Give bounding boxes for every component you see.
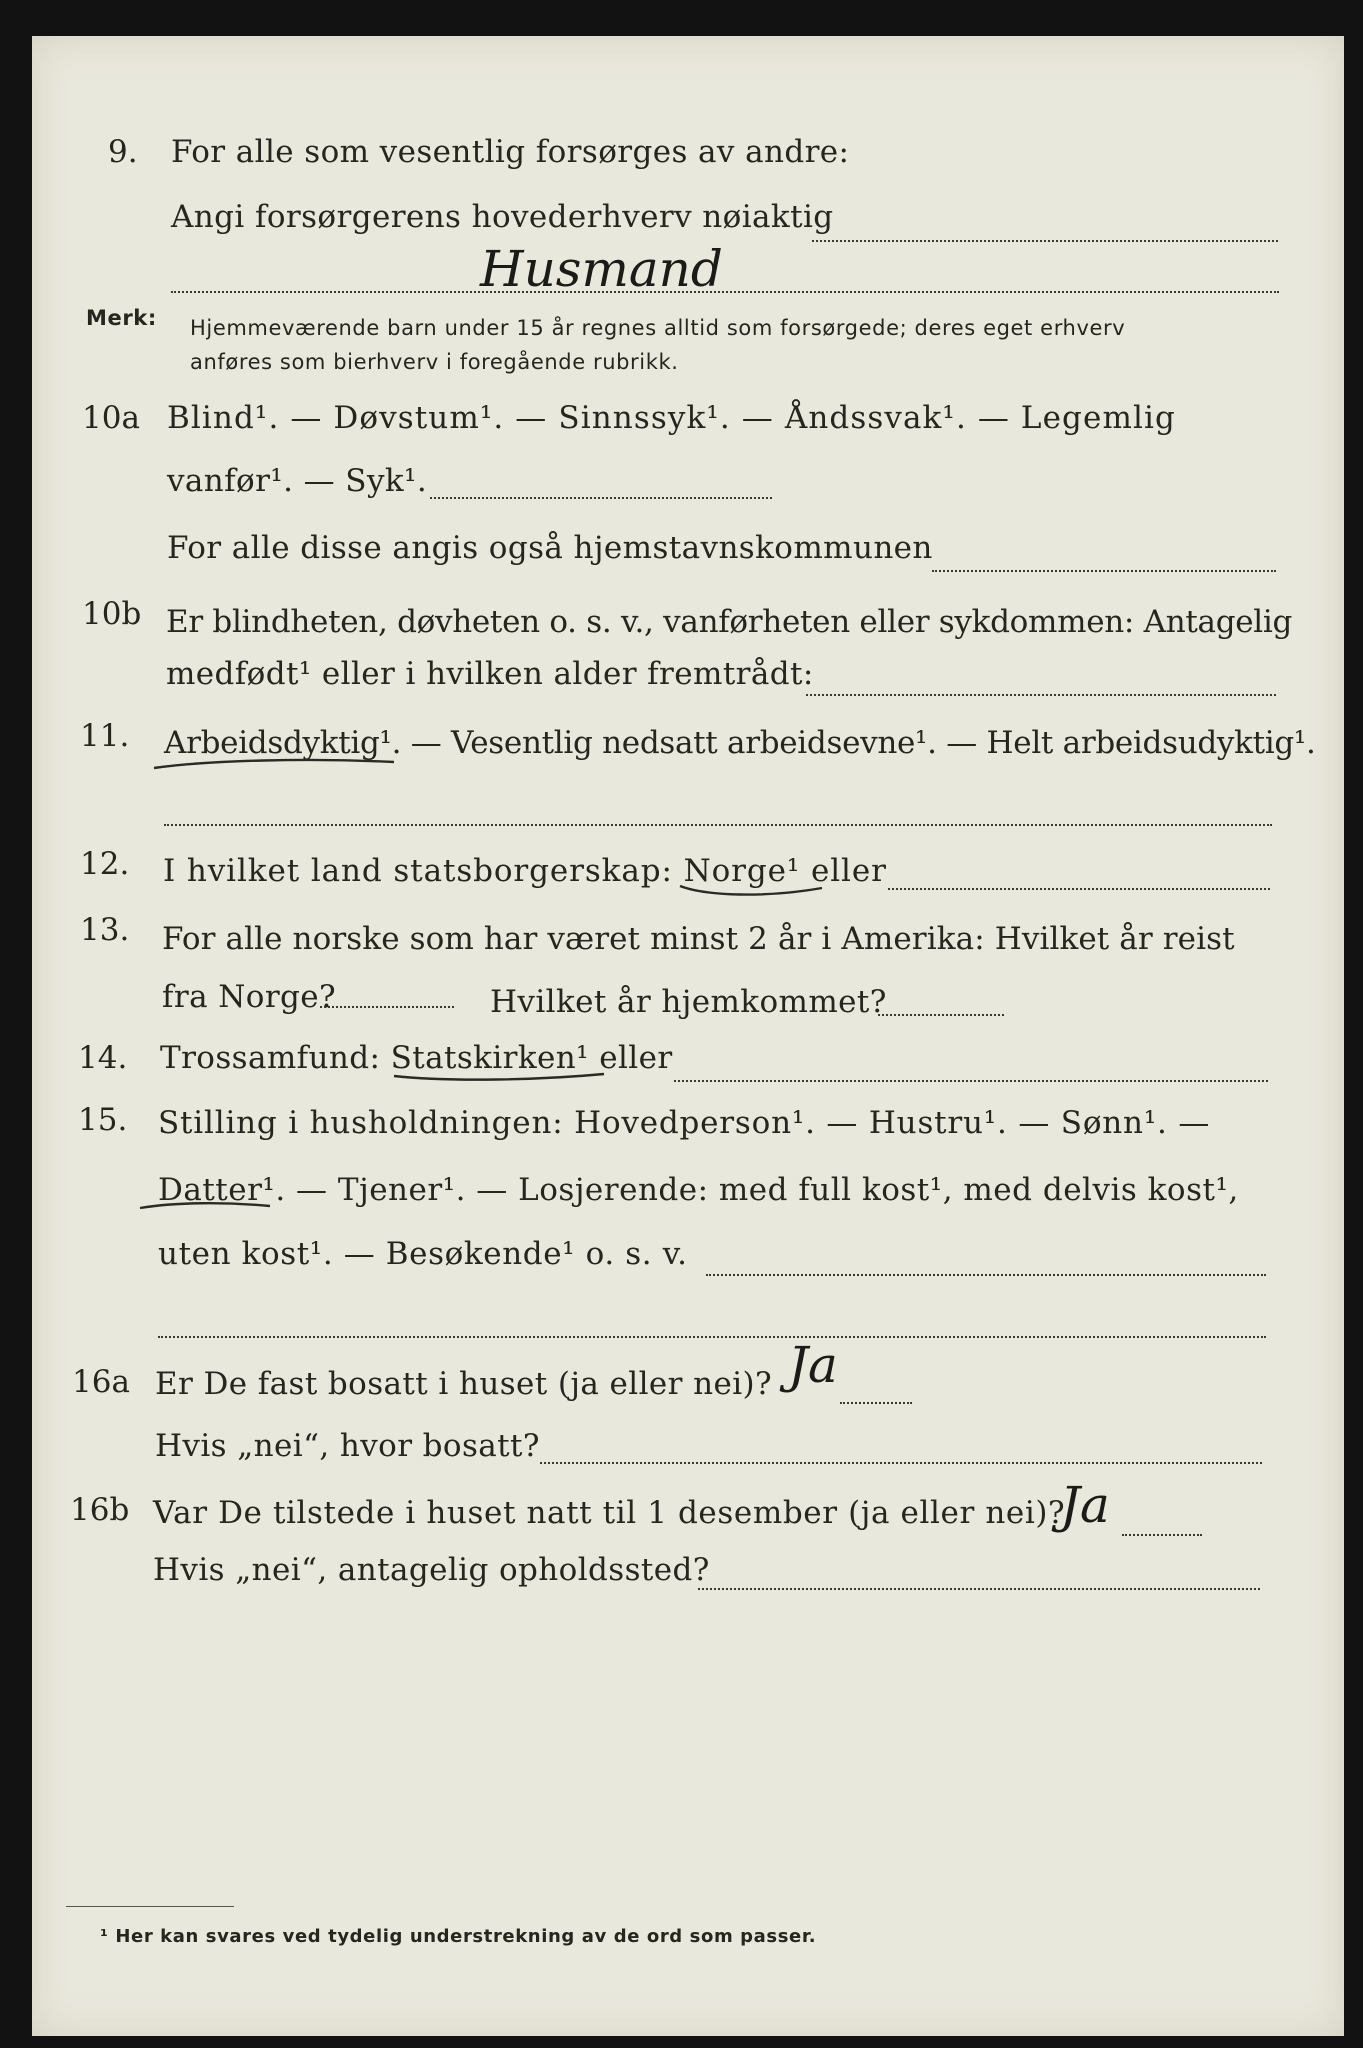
- merk-line2: anføres som bierhverv i foregående rubrikk.: [190, 350, 679, 374]
- q10a-line2-dotted: [430, 497, 772, 499]
- q10a-line3: For alle disse angis også hjemstavnskommunen: [167, 530, 933, 566]
- q10b-line2: medfødt¹ eller i hvilken alder fremtrådt:: [166, 656, 814, 692]
- q15-line3-dotted: [706, 1274, 1266, 1276]
- q9-line2-dotted: [812, 240, 1278, 242]
- footnote-text: ¹ Her kan svares ved tydelig understrekning av de ord som passer.: [100, 1926, 817, 1947]
- q9-answer-dotted: [171, 291, 1279, 293]
- q16b-line1-dotted: [1122, 1534, 1202, 1536]
- q10a-number: 10a: [82, 400, 140, 436]
- merk-line1: Hjemmeværende barn under 15 år regnes alltid som forsørgede; deres eget erhverv: [190, 316, 1126, 340]
- q10b-number: 10b: [82, 596, 142, 632]
- q10a-line1: Blind¹. — Døvstum¹. — Sinnssyk¹. — Åndssvak¹. — Legemlig: [167, 400, 1176, 436]
- q13-line2b: Hvilket år hjemkommet?: [490, 984, 887, 1020]
- q14-underline-statskirken: [390, 1064, 610, 1088]
- q15-line1: Stilling i husholdningen: Hovedperson¹. — Hustru¹. — Sønn¹. —: [158, 1105, 1211, 1141]
- q11-line1: Arbeidsdyktig¹. — Vesentlig nedsatt arbeidsevne¹. — Helt arbeidsudyktig¹.: [164, 725, 1316, 761]
- q14-line1: Trossamfund: Statskirken¹ eller: [160, 1040, 673, 1076]
- q13-number: 13.: [80, 912, 130, 948]
- q15-underline-datter: [136, 1196, 276, 1220]
- q16a-line1: Er De fast bosatt i huset (ja eller nei)?: [155, 1366, 773, 1402]
- q12-underline-norge: [676, 880, 828, 904]
- q13-line2a-dotted: [320, 1006, 454, 1008]
- q13-line2b-dotted: [878, 1014, 1004, 1016]
- footnote-rule: [66, 1906, 234, 1907]
- q16b-line2-dotted: [698, 1588, 1260, 1590]
- q15-line3: uten kost¹. — Besøkende¹ o. s. v.: [158, 1236, 688, 1272]
- q15-answer-dotted: [158, 1336, 1266, 1338]
- q10a-line2: vanfør¹. — Syk¹.: [167, 463, 428, 499]
- q16b-handwritten-answer: Ja: [1060, 1476, 1110, 1534]
- q16b-line2: Hvis „nei“, antagelig opholdssted?: [153, 1552, 710, 1588]
- q13-line1: For alle norske som har været minst 2 år i Amerika: Hvilket år reist: [162, 921, 1235, 957]
- q16b-number: 16b: [70, 1492, 130, 1528]
- q16a-line1-dotted: [840, 1402, 912, 1404]
- q12-number: 12.: [80, 846, 130, 882]
- q10a-line3-dotted: [932, 570, 1276, 572]
- q15-line2: Datter¹. — Tjener¹. — Losjerende: med full kost¹, med delvis kost¹,: [158, 1172, 1239, 1208]
- q16a-line2: Hvis „nei“, hvor bosatt?: [155, 1428, 540, 1464]
- q14-number: 14.: [78, 1040, 128, 1076]
- q14-line1-dotted: [674, 1080, 1268, 1082]
- q15-number: 15.: [78, 1102, 128, 1138]
- q10b-line1: Er blindheten, døvheten o. s. v., vanførheten eller sykdommen: Antagelig: [166, 604, 1293, 640]
- q16a-number: 16a: [72, 1364, 130, 1400]
- q11-answer-dotted: [164, 824, 1272, 826]
- q16b-line1: Var De tilstede i huset natt til 1 desember (ja eller nei)?: [153, 1495, 1066, 1531]
- q10b-line2-dotted: [806, 694, 1276, 696]
- q9-line1: For alle som vesentlig forsørges av andre:: [171, 134, 850, 170]
- q16a-handwritten-answer: Ja: [788, 1336, 838, 1394]
- q11-number: 11.: [80, 718, 130, 754]
- q9-number: 9.: [108, 134, 138, 170]
- q11-underline-arbeidsdyktig: [150, 752, 400, 776]
- q12-line1-dotted: [888, 888, 1270, 890]
- q12-line1: I hvilket land statsborgerskap: Norge¹ eller: [163, 853, 887, 889]
- q13-line2a: fra Norge?: [162, 979, 337, 1015]
- q9-handwritten-answer: Husmand: [480, 240, 723, 298]
- q16a-line2-dotted: [540, 1462, 1262, 1464]
- q9-line2: Angi forsørgerens hovederhverv nøiaktig: [171, 199, 834, 235]
- merk-label: Merk:: [86, 306, 157, 330]
